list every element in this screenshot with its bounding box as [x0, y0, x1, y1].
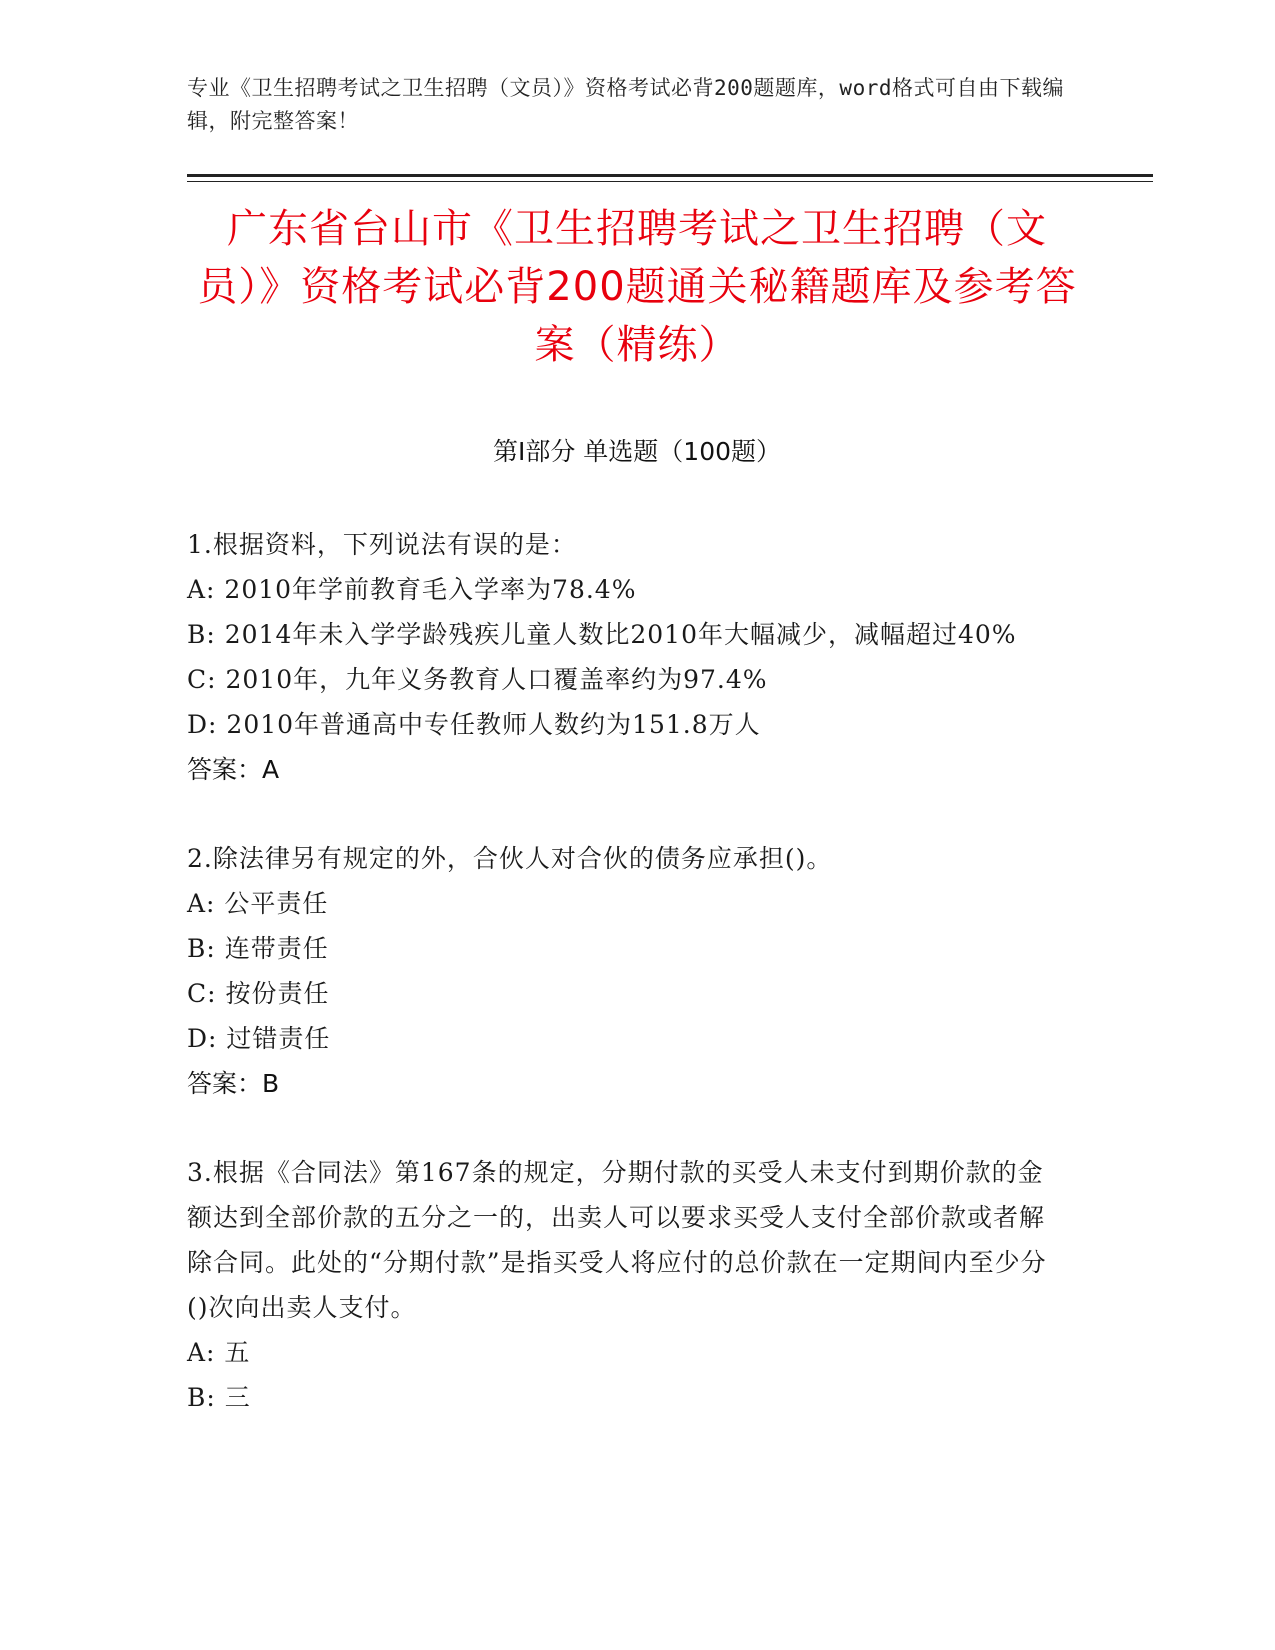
option-d: D: 2010年普通高中专任教师人数约为151.8万人 — [187, 710, 761, 739]
option-c: C: 2010年，九年义务教育人口覆盖率约为97.4% — [187, 665, 768, 694]
question-1 — [187, 522, 1067, 792]
answer-line: 答案：B — [187, 1069, 280, 1098]
option-b: B: 三 — [187, 1383, 251, 1412]
option-a: A: 公平责任 — [187, 889, 329, 918]
question-2 — [187, 836, 1067, 1106]
question-3 — [187, 1150, 1067, 1420]
document-title: 广东省台山市《卫生招聘考试之卫生招聘（文员）》资格考试必背200题通关秘籍题库及参考答案（精练） — [197, 206, 1077, 368]
question-list — [187, 522, 1067, 1464]
answer-line: 答案：A — [187, 755, 280, 784]
option-b: B: 连带责任 — [187, 934, 329, 963]
header-divider-thick — [187, 174, 1153, 177]
header-divider-thin — [187, 181, 1153, 182]
option-c: C: 按份责任 — [187, 979, 330, 1008]
header-note: 专业《卫生招聘考试之卫生招聘（文员）》资格考试必背200题题库，word格式可自由下载编辑，附完整答案！ — [187, 76, 1064, 133]
question-stem: 3.根据《合同法》第167条的规定，分期付款的买受人未支付到期价款的金额达到全部价款的五分之一的，出卖人可以要求买受人支付全部价款或者解除合同。此处的“分期付款”是指买受人将应付的总价款在一定期间内至少分()次向出卖人支付。 — [187, 1158, 1047, 1322]
question-stem: 2.除法律另有规定的外，合伙人对合伙的债务应承担()。 — [187, 844, 833, 873]
question-stem: 1.根据资料，下列说法有误的是： — [187, 530, 577, 559]
option-d: D: 过错责任 — [187, 1024, 331, 1053]
option-a: A: 五 — [187, 1338, 251, 1367]
option-b: B: 2014年未入学学龄残疾儿童人数比2010年大幅减少，减幅超过40% — [187, 620, 1017, 649]
option-a: A: 2010年学前教育毛入学率为78.4% — [187, 575, 637, 604]
section-heading: 第Ⅰ部分 单选题（100题） — [492, 437, 782, 466]
